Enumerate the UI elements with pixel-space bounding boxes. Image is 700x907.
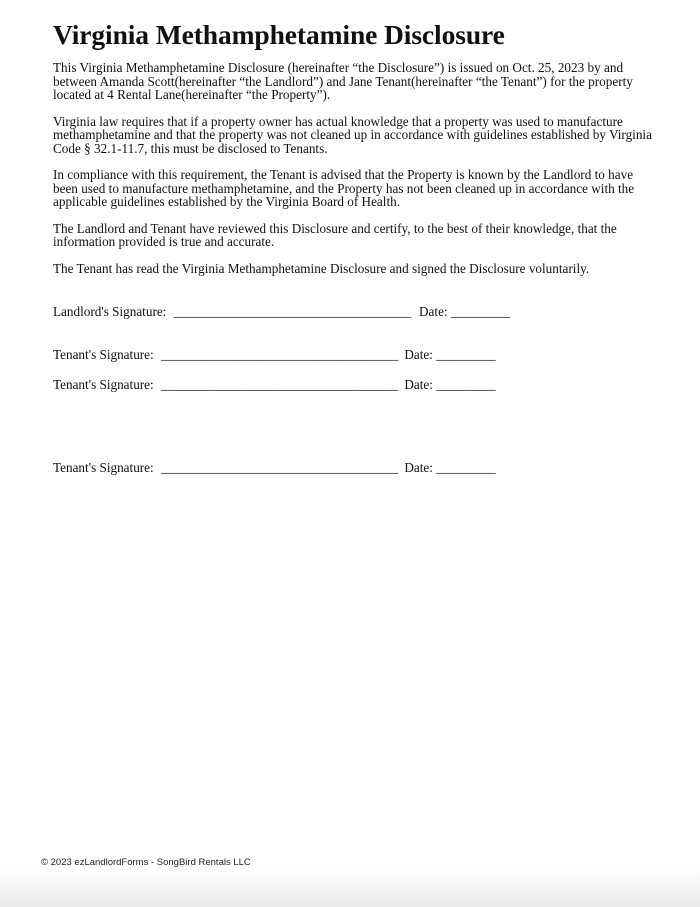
date-label: Date:: [404, 460, 433, 475]
landlord-signature-line: [53, 304, 510, 320]
document-page: [53, 18, 653, 288]
document-title: Virginia Methamphetamine Disclosure: [53, 19, 505, 50]
certification-paragraph: The Landlord and Tenant have reviewed this Disclosure and certify, to the best of their knowledge, that the information provided is true and accurate.: [53, 220, 617, 249]
tenant-signature-line: [53, 377, 496, 393]
signature-label: Tenant's Signature:: [53, 347, 154, 362]
date-label: Date:: [404, 377, 433, 392]
signature-field[interactable]: ____________________________________: [161, 347, 399, 362]
page-bottom-shadow: [0, 869, 700, 907]
date-field[interactable]: _________: [436, 377, 496, 392]
date-field[interactable]: _________: [436, 460, 496, 475]
signature-label: Tenant's Signature:: [53, 377, 154, 392]
signature-label: Tenant's Signature:: [53, 460, 154, 475]
date-field[interactable]: _________: [450, 304, 511, 319]
signature-field[interactable]: ____________________________________: [161, 460, 399, 475]
date-field[interactable]: _________: [436, 347, 496, 362]
tenant-signature-line: [53, 460, 496, 476]
signature-field[interactable]: ____________________________________: [173, 304, 412, 319]
intro-paragraph: This Virginia Methamphetamine Disclosure (hereinafter “the Disclosure”) is issued on Oct. 25, 2023 by and between Amanda Scott(hereinafter “the Landlord”) and Jane Tenant(hereinafter “the Tenant”) for the property located at 4 Rental Lane(hereinafter “the Property”).: [53, 60, 633, 102]
tenant-signature-line: [53, 347, 496, 363]
date-label: Date:: [404, 347, 433, 362]
copyright-footer: © 2023 ezLandlordForms - SongBird Rentals LLC: [41, 857, 251, 868]
date-label: Date:: [419, 304, 448, 319]
signature-label: Landlord's Signature:: [53, 304, 167, 319]
compliance-paragraph: In compliance with this requirement, the Tenant is advised that the Property is known by the Landlord to have been used to manufacture methamphetamine, and the Property has not been cleaned up in accordance with the applicable guidelines established by the Virginia Board of Health.: [53, 167, 635, 209]
signature-field[interactable]: ____________________________________: [161, 377, 399, 392]
law-paragraph: Virginia law requires that if a property owner has actual knowledge that a property was used to manufacture methamphetamine and that the property was not cleaned up in accordance with guidelines established by Virginia Code § 32.1-11.7, this must be disclosed to Tenants.: [53, 113, 652, 156]
acknowledgement-paragraph: The Tenant has read the Virginia Methamphetamine Disclosure and signed the Disclosure voluntarily.: [53, 260, 590, 276]
